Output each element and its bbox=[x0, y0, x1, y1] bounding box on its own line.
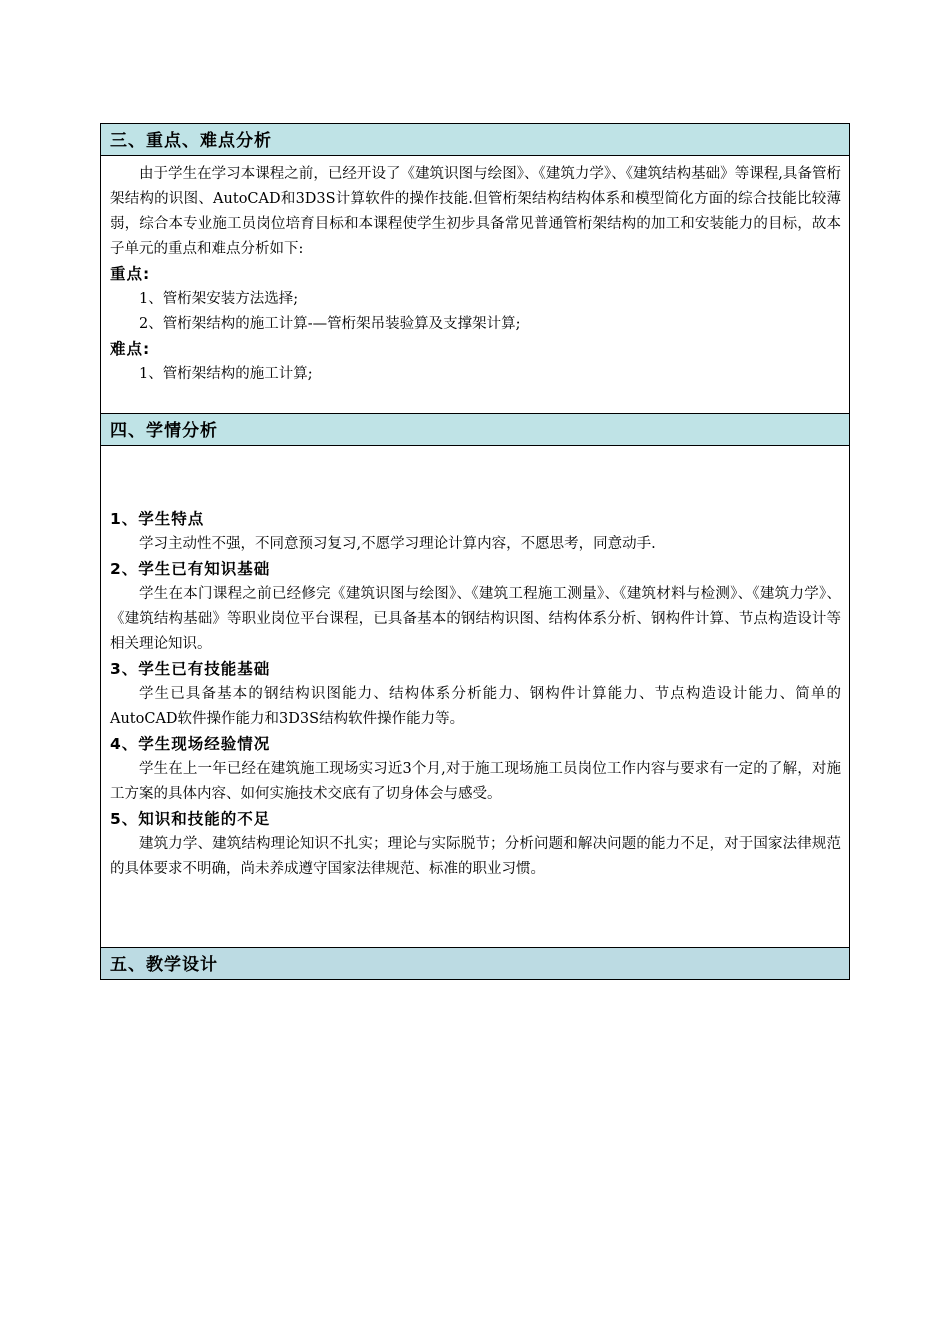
student-analysis-title: 2、学生已有知识基础 bbox=[110, 560, 271, 578]
difficulties-label: 难点: bbox=[110, 340, 151, 358]
student-analysis-text: 学习主动性不强，不同意预习复习,不愿学习理论计算内容，不愿思考，同意动手. bbox=[139, 536, 656, 552]
student-analysis-text: 学生在上一年已经在建筑施工现场实习近3个月,对于施工现场施工员岗位工作内容与要求有一定的了解，对施工方案的具体内容、如何实施技术交底有了切身体会与感受。 bbox=[110, 761, 841, 802]
lesson-plan-table bbox=[100, 123, 850, 980]
student-analysis-title: 5、知识和技能的不足 bbox=[110, 810, 271, 828]
student-analysis-text: 学生在本门课程之前已经修完《建筑识图与绘图》、《建筑工程施工测量》、《建筑材料与检测》、《建筑力学》、《建筑结构基础》等职业岗位平台课程，已具备基本的钢结构识图、结构体系分析、钢构件计算、节点构造设计等相关理论知识。 bbox=[110, 586, 841, 652]
student-analysis-text: 学生已具备基本的钢结构识图能力、结构体系分析能力、钢构件计算能力、节点构造设计能力、简单的AutoCAD软件操作能力和3D3S结构软件操作能力等。 bbox=[110, 686, 841, 727]
student-analysis-text: 建筑力学、建筑结构理论知识不扎实；理论与实际脱节；分析问题和解决问题的能力不足，对于国家法律规范的具体要求不明确，尚未养成遵守国家法律规范、标准的职业习惯。 bbox=[110, 836, 841, 877]
section-4-body bbox=[101, 446, 850, 948]
student-analysis-title: 4、学生现场经验情况 bbox=[110, 735, 271, 753]
section-4-heading: 四、学情分析 bbox=[110, 421, 218, 441]
section-4-header bbox=[101, 414, 850, 446]
difficulty-item: 1、管桁架结构的施工计算; bbox=[139, 366, 313, 382]
section-3-heading: 三、重点、难点分析 bbox=[110, 131, 272, 151]
key-point-item: 1、管桁架安装方法选择; bbox=[139, 291, 299, 307]
section-3-intro: 由于学生在学习本课程之前，已经开设了《建筑识图与绘图》、《建筑力学》、《建筑结构基础》等课程,具备管桁架结构的识图、AutoCAD和3D3S计算软件的操作技能.但管桁架结构结构体系和模型简化方面的综合技能比较薄弱，综合本专业施工员岗位培育目标和本课程使学生初步具备常见普通管桁架结构的加工和安装能力的目标，故本子单元的重点和难点分析如下: bbox=[110, 166, 841, 257]
section-5-heading: 五、教学设计 bbox=[110, 955, 218, 975]
student-analysis-title: 3、学生已有技能基础 bbox=[110, 660, 271, 678]
section-3-body bbox=[101, 156, 850, 414]
key-points-label: 重点: bbox=[110, 265, 151, 283]
key-point-item: 2、管桁架结构的施工计算-—管桁架吊装验算及支撑架计算; bbox=[139, 316, 521, 332]
section-5-header bbox=[101, 948, 850, 980]
student-analysis-title: 1、学生特点 bbox=[110, 510, 205, 528]
section-3-header bbox=[101, 124, 850, 156]
